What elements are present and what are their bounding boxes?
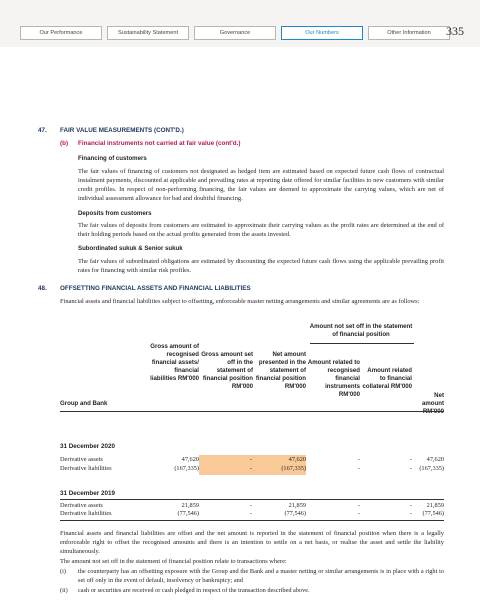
- heading-subordinated-sukuk: Subordinated sukuk & Senior sukuk: [78, 245, 183, 252]
- paragraph-offsetting-explanation: Financial assets and financial liabilities are offset and the net amount is reported in the statement of financial position when there is a legally enforceable right to offset the recognised amounts and there is an intention to settle on a net basis, or realise the asset and settle the liability simultaneously.: [60, 530, 444, 555]
- table-cell: -: [409, 456, 412, 463]
- period-label-2020: 31 December 2020: [60, 443, 115, 450]
- table-cell: (77,546): [177, 510, 199, 517]
- table-cell: 47,620: [426, 456, 444, 463]
- table-cell: -: [249, 465, 252, 472]
- column-header-net-presented: Net amount presented in the statement of financial position RM'000: [255, 351, 306, 391]
- column-header-financial-collateral: Amount related to financial collateral RM'000: [362, 367, 412, 391]
- row-label-derivative-assets-2020: Derivative assets: [60, 456, 103, 463]
- subsection-b-title: Financial instruments not carried at fair value (cont'd.): [78, 140, 241, 147]
- tab-governance[interactable]: Governance: [194, 26, 276, 40]
- column-header-gross-set-off: Gross amount set off in the statement of financial position RM'000: [201, 351, 253, 391]
- section-48-title: OFFSETTING FINANCIAL ASSETS AND FINANCIAL LIABILITIES: [60, 285, 251, 292]
- tab-our-numbers[interactable]: Our Numbers: [281, 26, 363, 40]
- column-header-net-amount: Net amount RM'000: [421, 392, 444, 416]
- row-label-derivative-liabilities-2020: Derivative liabilities: [60, 465, 112, 472]
- section-47-number: 47.: [38, 127, 47, 134]
- table-cell: -: [357, 502, 360, 509]
- heading-financing-of-customers: Financing of customers: [78, 155, 147, 162]
- table-cell: -: [249, 502, 252, 509]
- column-header-financial-instruments: Amount related to recognised financial instruments RM'000: [307, 359, 360, 399]
- table-cell: (77,546): [284, 510, 306, 517]
- table-cell: (77,546): [422, 510, 444, 517]
- column-group-header: Amount not set off in the statement of financial position: [309, 323, 413, 339]
- table-cell: 47,620: [288, 456, 306, 463]
- table-cell: -: [409, 502, 412, 509]
- tab-our-performance[interactable]: Our Performance: [20, 26, 102, 40]
- table-cell: -: [357, 456, 360, 463]
- period-2019-rule: [60, 499, 444, 500]
- page-number: 335: [446, 24, 464, 38]
- list-marker-ii: (ii): [60, 587, 68, 594]
- table-cell: (167,335): [281, 465, 306, 472]
- tab-sustainability-statement[interactable]: Sustainability Statement: [107, 26, 189, 40]
- paragraph-deposits-from-customers: The fair values of deposits from customers are estimated to approximate their carrying values as the profit rates are determined at the end of their holding periods based on the actual profits generated from the assets invested.: [78, 222, 444, 238]
- table-cell: -: [357, 465, 360, 472]
- tab-other-information[interactable]: Other Information: [368, 26, 450, 40]
- period-label-2019: 31 December 2019: [60, 490, 115, 497]
- table-cell: 47,620: [181, 456, 199, 463]
- row-label-derivative-assets-2019: Derivative assets: [60, 502, 103, 509]
- row-header-group-and-bank: Group and Bank: [60, 400, 108, 407]
- table-cell: -: [249, 456, 252, 463]
- list-item-ii: cash or securities are received or cash pledged in respect of the transaction described above.: [78, 587, 310, 594]
- heading-deposits-from-customers: Deposits from customers: [78, 210, 152, 217]
- table-cell: 21,859: [288, 502, 306, 509]
- top-navigation-bar: [0, 0, 480, 47]
- table-header-rule: [60, 411, 444, 412]
- paragraph-financing-of-customers: The fair values of financing of customers not designated as hedged item are estimated based on expected future cash flows of contractual instalment payments, discounted at applicable and prevailing rates at reporting date offered for similar facilities to new customers with similar credit profiles. In respect of non-performing financing, the fair values are deemed to approximate the carrying values, which are net of individual assessment allowance for bad and doubtful financing.: [78, 168, 444, 202]
- table-bottom-rule: [60, 520, 444, 521]
- table-cell: -: [357, 510, 360, 517]
- table-cell: (167,335): [419, 465, 444, 472]
- section-tabs: [20, 26, 450, 40]
- list-marker-i: (i): [60, 568, 66, 575]
- list-item-i: the counterparty has an offsetting exposure with the Group and the Bank and a master netting or similar arrangements is in place with a right to set off only in the event of default, insolvency or bankruptcy; and: [78, 568, 444, 584]
- table-cell: (167,335): [174, 465, 199, 472]
- paragraph-subordinated-sukuk: The fair values of subordinated obligations are estimated by discounting the expected future cash flows using the applicable prevailing profit rates for financing with similar risk profiles.: [78, 258, 444, 274]
- table-cell: -: [409, 465, 412, 472]
- paragraph-not-set-off-intro: The amount not set off in the statement of financial position relate to transactions where:: [60, 558, 287, 565]
- paragraph-offsetting-intro: Financial assets and financial liabilities subject to offsetting, enforceable master netting arrangements and similar agreements are as follows:: [60, 298, 420, 305]
- subsection-b-number: (b): [60, 140, 69, 147]
- section-47-title: FAIR VALUE MEASUREMENTS (CONT'D.): [60, 127, 184, 134]
- column-header-gross-recognised: Gross amount of recognised financial assets/ financial liabilities RM'000: [150, 343, 199, 383]
- table-cell: 21,859: [426, 502, 444, 509]
- group-header-rule: [310, 343, 414, 344]
- row-label-derivative-liabilities-2019: Derivative liabilities: [60, 510, 112, 517]
- table-cell: -: [249, 510, 252, 517]
- table-cell: -: [409, 510, 412, 517]
- table-cell: 21,859: [181, 502, 199, 509]
- section-48-number: 48.: [38, 285, 47, 292]
